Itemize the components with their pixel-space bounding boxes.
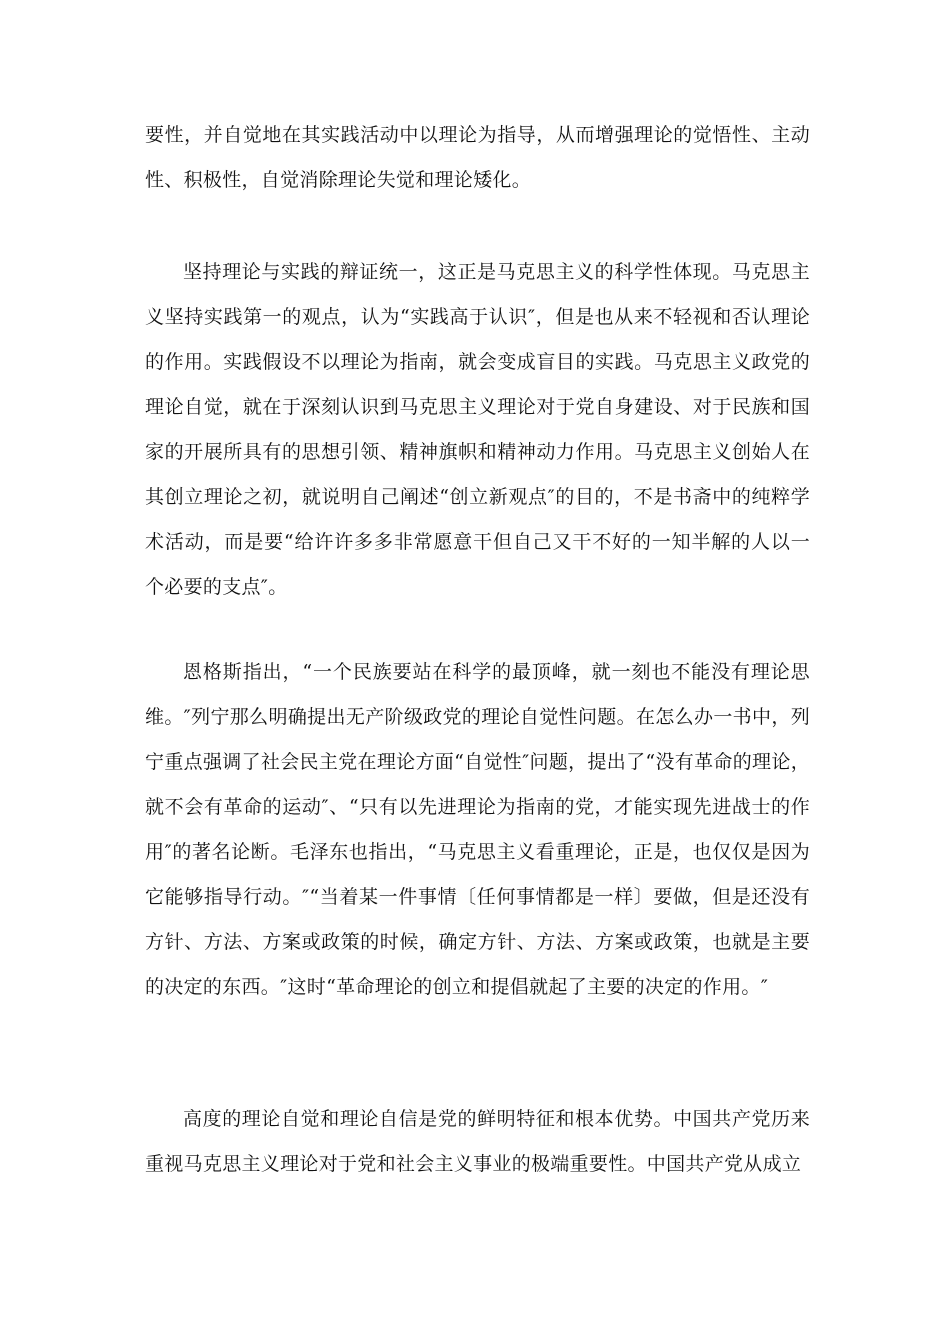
paragraph-engels-lenin-mao: 恩格斯指出，“一个民族要站在科学的最顶峰，就一刻也不能没有理论思维。″列宁那么明确提出无产阶级政党的理论自觉性问题。在怎么办一书中，列宁重点强调了社会民主党在理论方面“自觉性″问题，提出了“没有革命的理论，就不会有革命的运动″、“只有以先进理论为指南的党，才能实现先进战士的作用″的著名论断。毛泽东也指出，“马克思主义看重理论，正是，也仅仅是因为它能够指导行动。″“当着某一件事情〔任何事情都是一样〕要做，但是还没有方针、方法、方案或政策的时候，确定方针、方法、方案或政策，也就是主要的决定的东西。″这时“革命理论的创立和提倡就起了主要的决定的作用。″ [145, 661, 810, 998]
paragraph-party-theory-confidence: 高度的理论自觉和理论自信是党的鲜明特征和根本优势。中国共产党历来重视马克思主义理论对于党和社会主义事业的极端重要性。中国共产党从成立 [145, 1108, 810, 1175]
paragraph-continuation: 要性，并自觉地在其实践活动中以理论为指导，从而增强理论的觉悟性、主动性、积极性，自觉消除理论失觉和理论矮化。 [145, 124, 810, 191]
paragraph-theory-practice: 坚持理论与实践的辩证统一，这正是马克思主义的科学性体现。马克思主义坚持实践第一的观点，认为“实践高于认识″，但是也从来不轻视和否认理论的作用。实践假设不以理论为指南，就会变成盲目的实践。马克思主义政党的理论自觉，就在于深刻认识到马克思主义理论对于党自身建设、对于民族和国家的开展所具有的思想引领、精神旗帜和精神动力作用。马克思主义创始人在其创立理论之初，就说明自己阐述“创立新观点″的目的，不是书斋中的纯粹学术活动，而是要“给许许多多非常愿意干但自己又干不好的一知半解的人以一个必要的支点″。 [145, 261, 810, 598]
